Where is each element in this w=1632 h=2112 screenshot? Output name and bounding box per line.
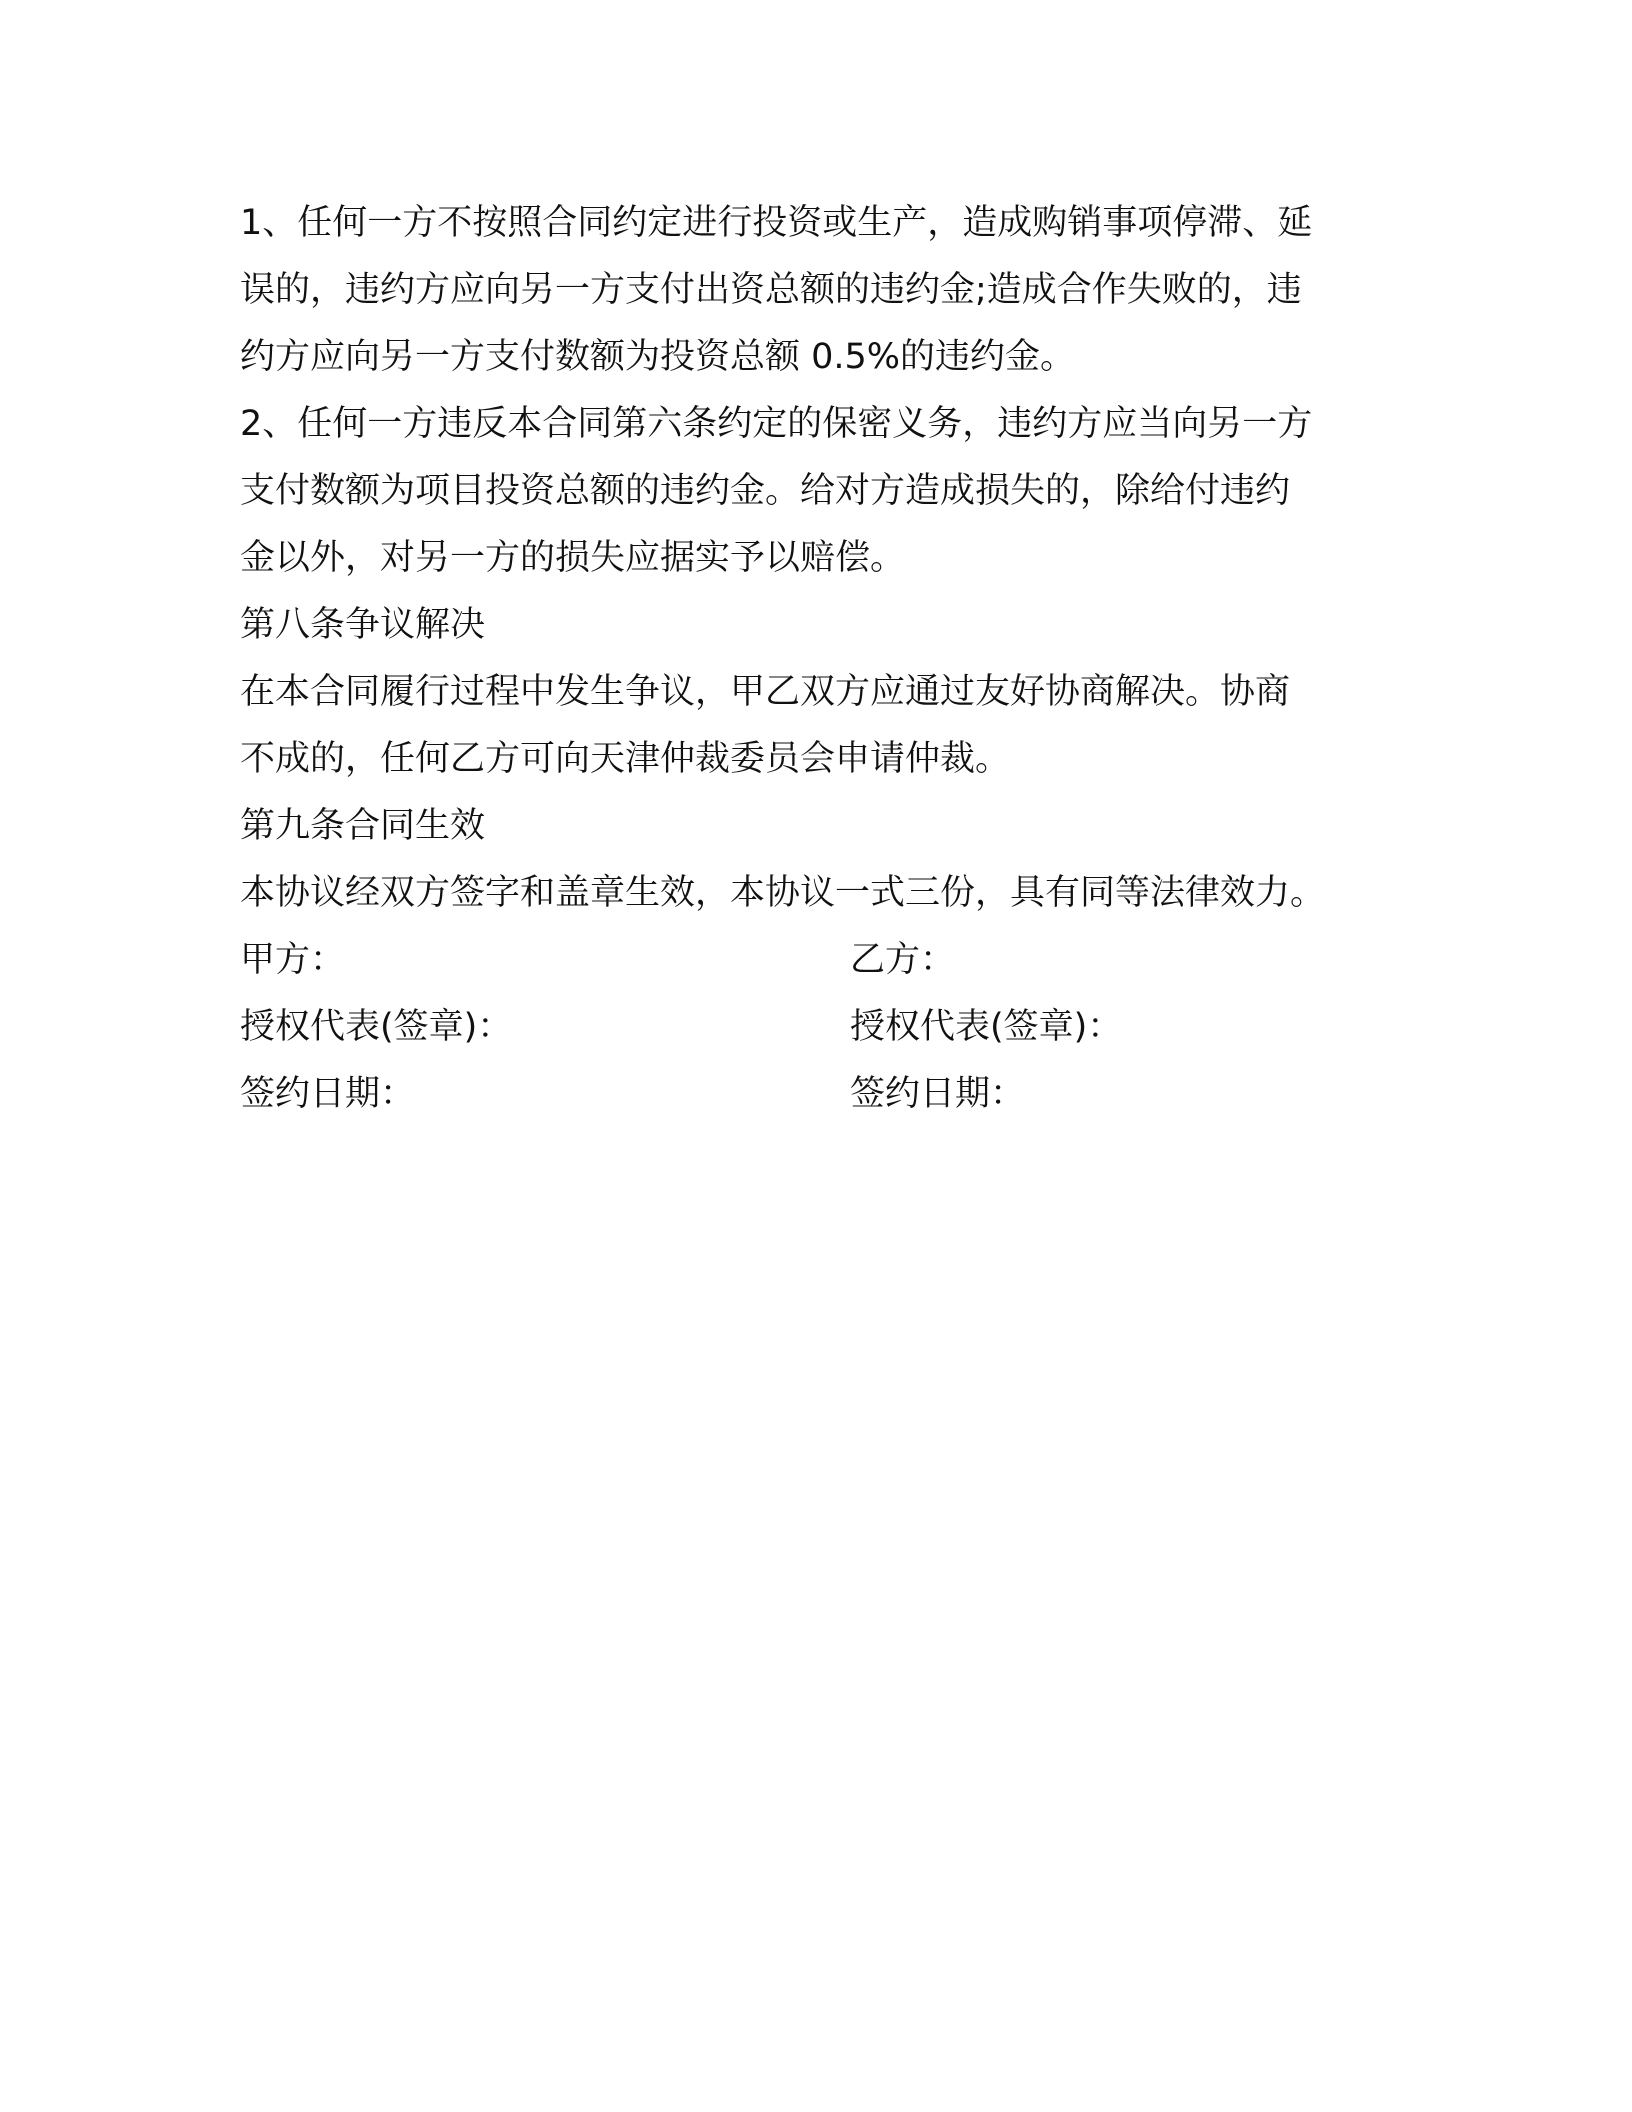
party-b-date-label: 签约日期： [850,1074,1026,1114]
signature-row-representative [240,994,1392,1061]
penalty-clause-1-line-3: 约方应向另一方支付数额为投资总额 0.5%的违约金。 [240,337,1076,377]
signature-row-party [240,927,1392,994]
party-a-representative-label: 授权代表(签章)： [240,1007,513,1047]
article-9-body-line-1: 本协议经双方签字和盖章生效，本协议一式三份，具有同等法律效力。 [240,873,1326,913]
article-9-title: 第九条合同生效 [240,806,486,846]
penalty-clause-1-line-1: 1、任何一方不按照合同约定进行投资或生产，造成购销事项停滞、延 [240,203,1313,243]
penalty-clause-1-line-2: 误的，违约方应向另一方支付出资总额的违约金;造成合作失败的，违 [240,270,1302,310]
penalty-clause-2-line-1: 2、任何一方违反本合同第六条约定的保密义务，违约方应当向另一方 [240,404,1313,444]
party-a-date-label: 签约日期： [240,1074,416,1114]
penalty-clause-2-line-2: 支付数额为项目投资总额的违约金。给对方造成损失的，除给付违约 [240,471,1291,511]
article-8-body-line-2: 不成的，任何乙方可向天津仲裁委员会申请仲裁。 [240,739,1011,779]
article-8-title: 第八条争议解决 [240,605,486,645]
party-a-label: 甲方： [240,940,346,980]
party-b-representative-label: 授权代表(签章)： [850,1007,1123,1047]
signature-row-date [240,1061,1392,1128]
contract-body [240,190,1392,1128]
penalty-clause-2-line-3: 金以外，对另一方的损失应据实予以赔偿。 [240,538,906,578]
article-8-body-line-1: 在本合同履行过程中发生争议，甲乙双方应通过友好协商解决。协商 [240,672,1291,712]
party-b-label: 乙方： [850,940,956,980]
